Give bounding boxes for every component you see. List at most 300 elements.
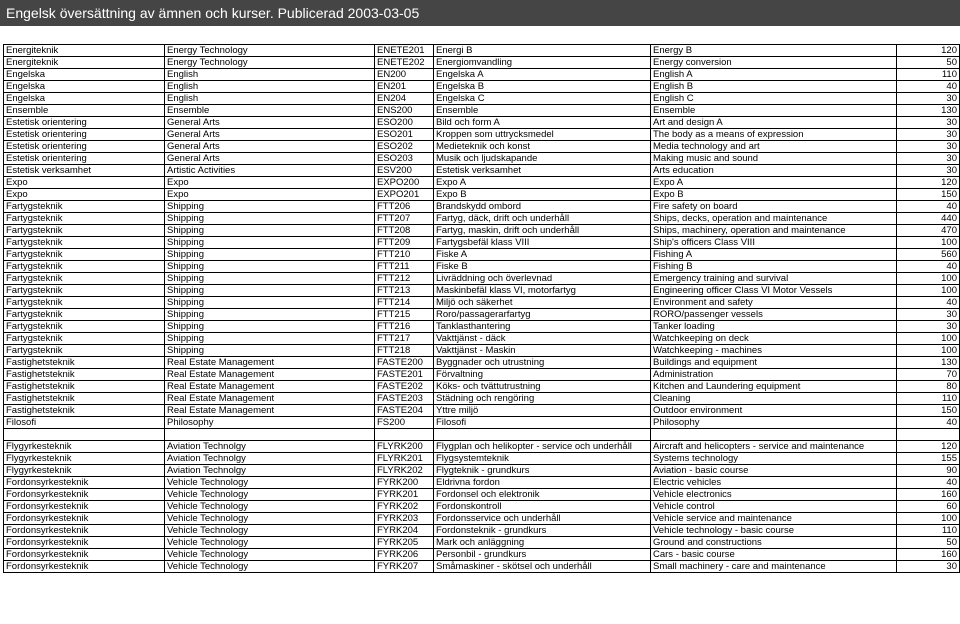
subject-en-cell: Vehicle Technology — [165, 525, 375, 537]
subject-en-cell: Expo — [165, 189, 375, 201]
course-sv-cell: Småmaskiner - skötsel och underhåll — [434, 561, 651, 573]
subject-sv-cell: Flygyrkesteknik — [4, 465, 165, 477]
course-en-cell: Environment and safety — [651, 297, 897, 309]
course-sv-cell: Engelska A — [434, 69, 651, 81]
points-cell: 30 — [897, 93, 960, 105]
subject-en-cell: Vehicle Technology — [165, 549, 375, 561]
subject-en-cell: Shipping — [165, 201, 375, 213]
course-code-cell: FYRK206 — [375, 549, 434, 561]
subject-en-cell: General Arts — [165, 117, 375, 129]
points-cell: 30 — [897, 153, 960, 165]
table-row — [4, 501, 960, 513]
subject-sv-cell: Estetisk verksamhet — [4, 165, 165, 177]
course-code-cell: EN200 — [375, 69, 434, 81]
course-en-cell: Media technology and art — [651, 141, 897, 153]
course-code-cell: FASTE204 — [375, 405, 434, 417]
table-row — [4, 225, 960, 237]
table-row — [4, 273, 960, 285]
subject-sv-cell: Flygyrkesteknik — [4, 453, 165, 465]
course-code-cell: EXPO201 — [375, 189, 434, 201]
table-row — [4, 69, 960, 81]
course-code-cell: FTT207 — [375, 213, 434, 225]
subject-sv-cell: Fordonsyrkesteknik — [4, 513, 165, 525]
table-row — [4, 81, 960, 93]
points-cell: 100 — [897, 333, 960, 345]
course-code-cell: FTT211 — [375, 261, 434, 273]
course-sv-cell: Förvaltning — [434, 369, 651, 381]
course-en-cell: Ensemble — [651, 105, 897, 117]
course-en-cell: Vehicle service and maintenance — [651, 513, 897, 525]
course-sv-cell: Städning och rengöring — [434, 393, 651, 405]
table-row — [4, 177, 960, 189]
subject-sv-cell: Fastighetsteknik — [4, 405, 165, 417]
subject-en-cell: Vehicle Technology — [165, 477, 375, 489]
course-sv-cell: Expo B — [434, 189, 651, 201]
subject-en-cell: Shipping — [165, 285, 375, 297]
points-cell: 100 — [897, 345, 960, 357]
course-sv-cell: Fordonsteknik - grundkurs — [434, 525, 651, 537]
course-sv-cell — [434, 429, 651, 441]
table-row — [4, 285, 960, 297]
table-row — [4, 537, 960, 549]
subject-en-cell: Shipping — [165, 345, 375, 357]
table-row — [4, 141, 960, 153]
course-sv-cell: Flygsystemteknik — [434, 453, 651, 465]
subject-en-cell: Vehicle Technology — [165, 513, 375, 525]
points-cell: 120 — [897, 45, 960, 57]
course-sv-cell: Expo A — [434, 177, 651, 189]
subject-sv-cell: Estetisk orientering — [4, 129, 165, 141]
course-code-cell: FASTE201 — [375, 369, 434, 381]
table-row — [4, 213, 960, 225]
subject-en-cell: General Arts — [165, 153, 375, 165]
course-en-cell: Vehicle control — [651, 501, 897, 513]
table-row — [4, 489, 960, 501]
points-cell: 120 — [897, 441, 960, 453]
points-cell: 110 — [897, 525, 960, 537]
subject-sv-cell: Ensemble — [4, 105, 165, 117]
course-en-cell: Art and design A — [651, 117, 897, 129]
course-en-cell: Ships, decks, operation and maintenance — [651, 213, 897, 225]
course-code-cell: FS200 — [375, 417, 434, 429]
course-en-cell: Outdoor environment — [651, 405, 897, 417]
table-row — [4, 393, 960, 405]
points-cell: 60 — [897, 501, 960, 513]
course-code-cell: FYRK205 — [375, 537, 434, 549]
points-cell: 30 — [897, 141, 960, 153]
subject-en-cell: Real Estate Management — [165, 369, 375, 381]
course-code-cell: FYRK202 — [375, 501, 434, 513]
subject-en-cell: Shipping — [165, 225, 375, 237]
subject-sv-cell: Fastighetsteknik — [4, 381, 165, 393]
subject-sv-cell: Fartygsteknik — [4, 309, 165, 321]
course-code-cell: FASTE203 — [375, 393, 434, 405]
subject-en-cell: Vehicle Technology — [165, 561, 375, 573]
subject-sv-cell: Fordonsyrkesteknik — [4, 489, 165, 501]
subject-en-cell: Shipping — [165, 297, 375, 309]
subject-en-cell: Shipping — [165, 321, 375, 333]
subject-sv-cell: Fartygsteknik — [4, 285, 165, 297]
course-code-cell: ESV200 — [375, 165, 434, 177]
course-en-cell — [651, 429, 897, 441]
subject-sv-cell: Fartygsteknik — [4, 213, 165, 225]
subject-sv-cell: Fartygsteknik — [4, 345, 165, 357]
subject-en-cell: Real Estate Management — [165, 405, 375, 417]
points-cell: 40 — [897, 477, 960, 489]
course-en-cell: Engineering officer Class VI Motor Vessels — [651, 285, 897, 297]
course-sv-cell: Fiske A — [434, 249, 651, 261]
table-row — [4, 297, 960, 309]
points-cell: 40 — [897, 81, 960, 93]
course-code-cell: FTT209 — [375, 237, 434, 249]
points-cell: 470 — [897, 225, 960, 237]
points-cell: 50 — [897, 537, 960, 549]
course-en-cell: Cleaning — [651, 393, 897, 405]
course-en-cell: Small machinery - care and maintenance — [651, 561, 897, 573]
table-row — [4, 381, 960, 393]
table-row — [4, 345, 960, 357]
subject-en-cell: English — [165, 93, 375, 105]
points-cell: 30 — [897, 129, 960, 141]
table-row — [4, 429, 960, 441]
course-code-cell: FYRK207 — [375, 561, 434, 573]
course-en-cell: Arts education — [651, 165, 897, 177]
course-sv-cell: Fartyg, maskin, drift och underhåll — [434, 225, 651, 237]
course-code-cell: FTT215 — [375, 309, 434, 321]
table-row — [4, 153, 960, 165]
subject-en-cell: General Arts — [165, 141, 375, 153]
course-code-cell: ESO200 — [375, 117, 434, 129]
subject-en-cell: Shipping — [165, 333, 375, 345]
course-code-cell: ESO201 — [375, 129, 434, 141]
course-code-cell: FTT217 — [375, 333, 434, 345]
subject-sv-cell: Estetisk orientering — [4, 141, 165, 153]
points-cell: 150 — [897, 189, 960, 201]
subject-en-cell: Vehicle Technology — [165, 501, 375, 513]
course-en-cell: Ship's officers Class VIII — [651, 237, 897, 249]
subject-en-cell: Shipping — [165, 261, 375, 273]
course-sv-cell: Musik och ljudskapande — [434, 153, 651, 165]
course-en-cell: Ships, machinery, operation and maintenance — [651, 225, 897, 237]
course-code-cell: EN204 — [375, 93, 434, 105]
subject-en-cell: Real Estate Management — [165, 393, 375, 405]
subject-sv-cell: Fordonsyrkesteknik — [4, 477, 165, 489]
subject-en-cell: Aviation Technolgy — [165, 465, 375, 477]
table-row — [4, 477, 960, 489]
course-sv-cell: Fartygsbefäl klass VIII — [434, 237, 651, 249]
points-cell: 100 — [897, 285, 960, 297]
points-cell — [897, 429, 960, 441]
course-en-cell: Vehicle electronics — [651, 489, 897, 501]
course-sv-cell: Kroppen som uttrycksmedel — [434, 129, 651, 141]
points-cell: 100 — [897, 237, 960, 249]
subject-sv-cell: Energiteknik — [4, 57, 165, 69]
subject-sv-cell: Expo — [4, 177, 165, 189]
course-code-cell: ENETE202 — [375, 57, 434, 69]
table-row — [4, 57, 960, 69]
subject-sv-cell: Filosofi — [4, 417, 165, 429]
subject-sv-cell: Fartygsteknik — [4, 249, 165, 261]
course-en-cell: Expo A — [651, 177, 897, 189]
course-code-cell: FTT208 — [375, 225, 434, 237]
subject-en-cell: Shipping — [165, 309, 375, 321]
table-row — [4, 525, 960, 537]
course-en-cell: Fishing A — [651, 249, 897, 261]
course-code-cell: FYRK203 — [375, 513, 434, 525]
course-code-cell: EXPO200 — [375, 177, 434, 189]
course-en-cell: Expo B — [651, 189, 897, 201]
subject-en-cell: Real Estate Management — [165, 381, 375, 393]
subject-en-cell: Expo — [165, 177, 375, 189]
course-sv-cell: Estetisk verksamhet — [434, 165, 651, 177]
subject-sv-cell: Estetisk orientering — [4, 153, 165, 165]
table-row — [4, 549, 960, 561]
points-cell: 560 — [897, 249, 960, 261]
course-en-cell: English C — [651, 93, 897, 105]
course-code-cell: FLYRK202 — [375, 465, 434, 477]
course-en-cell: Watchkeeping - machines — [651, 345, 897, 357]
subject-sv-cell: Fartygsteknik — [4, 333, 165, 345]
course-sv-cell: Mark och anläggning — [434, 537, 651, 549]
subject-sv-cell: Fordonsyrkesteknik — [4, 561, 165, 573]
subject-en-cell: English — [165, 69, 375, 81]
points-cell: 100 — [897, 513, 960, 525]
table-row — [4, 249, 960, 261]
table-row — [4, 561, 960, 573]
course-code-cell: ENETE201 — [375, 45, 434, 57]
table-row — [4, 321, 960, 333]
subject-en-cell: Energy Technology — [165, 57, 375, 69]
points-cell: 150 — [897, 405, 960, 417]
course-code-cell: FTT212 — [375, 273, 434, 285]
table-row — [4, 417, 960, 429]
subject-sv-cell: Fastighetsteknik — [4, 393, 165, 405]
points-cell: 130 — [897, 105, 960, 117]
subject-sv-cell: Fartygsteknik — [4, 321, 165, 333]
table-row — [4, 117, 960, 129]
table-row — [4, 237, 960, 249]
course-sv-cell: Fiske B — [434, 261, 651, 273]
subject-en-cell: General Arts — [165, 129, 375, 141]
course-en-cell: Aviation - basic course — [651, 465, 897, 477]
table-row — [4, 453, 960, 465]
course-sv-cell: Bild och form A — [434, 117, 651, 129]
table-row — [4, 45, 960, 57]
course-sv-cell: Fordonskontroll — [434, 501, 651, 513]
course-sv-cell: Flygteknik - grundkurs — [434, 465, 651, 477]
subject-en-cell: Aviation Technolgy — [165, 453, 375, 465]
subject-en-cell: Philosophy — [165, 417, 375, 429]
subject-sv-cell: Fastighetsteknik — [4, 369, 165, 381]
course-en-cell: Emergency training and survival — [651, 273, 897, 285]
course-code-cell: FYRK201 — [375, 489, 434, 501]
course-code-cell: FLYRK201 — [375, 453, 434, 465]
course-code-cell: FTT216 — [375, 321, 434, 333]
points-cell: 160 — [897, 489, 960, 501]
subject-sv-cell: Fordonsyrkesteknik — [4, 549, 165, 561]
points-cell: 440 — [897, 213, 960, 225]
points-cell: 130 — [897, 357, 960, 369]
course-sv-cell: Roro/passagerarfartyg — [434, 309, 651, 321]
subject-sv-cell: Fartygsteknik — [4, 273, 165, 285]
course-code-cell: ESO203 — [375, 153, 434, 165]
subject-sv-cell: Flygyrkesteknik — [4, 441, 165, 453]
subject-en-cell: Artistic Activities — [165, 165, 375, 177]
course-en-cell: Systems technology — [651, 453, 897, 465]
subject-en-cell: Ensemble — [165, 105, 375, 117]
course-sv-cell: Vakttjänst - Maskin — [434, 345, 651, 357]
course-en-cell: Making music and sound — [651, 153, 897, 165]
course-sv-cell: Brandskydd ombord — [434, 201, 651, 213]
subject-sv-cell: Fordonsyrkesteknik — [4, 525, 165, 537]
course-sv-cell: Byggnader och utrustning — [434, 357, 651, 369]
course-en-cell: Kitchen and Laundering equipment — [651, 381, 897, 393]
course-code-cell — [375, 429, 434, 441]
subject-sv-cell: Fartygsteknik — [4, 225, 165, 237]
subject-en-cell: Aviation Technolgy — [165, 441, 375, 453]
subject-en-cell: Shipping — [165, 237, 375, 249]
course-sv-cell: Tanklasthantering — [434, 321, 651, 333]
subject-en-cell: Shipping — [165, 213, 375, 225]
course-en-cell: Cars - basic course — [651, 549, 897, 561]
course-en-cell: Fire safety on board — [651, 201, 897, 213]
table-row — [4, 369, 960, 381]
points-cell: 40 — [897, 297, 960, 309]
subject-sv-cell: Fartygsteknik — [4, 237, 165, 249]
course-code-cell: ESO202 — [375, 141, 434, 153]
course-code-cell: FTT213 — [375, 285, 434, 297]
course-sv-cell: Fordonsel och elektronik — [434, 489, 651, 501]
course-sv-cell: Ensemble — [434, 105, 651, 117]
points-cell: 40 — [897, 417, 960, 429]
subject-sv-cell: Engelska — [4, 69, 165, 81]
course-en-cell: RORO/passenger vessels — [651, 309, 897, 321]
course-en-cell: The body as a means of expression — [651, 129, 897, 141]
course-code-cell: FTT210 — [375, 249, 434, 261]
course-en-cell: Philosophy — [651, 417, 897, 429]
points-cell: 160 — [897, 549, 960, 561]
points-cell: 155 — [897, 453, 960, 465]
course-en-cell: Administration — [651, 369, 897, 381]
course-sv-cell: Yttre miljö — [434, 405, 651, 417]
subject-en-cell: Vehicle Technology — [165, 537, 375, 549]
course-code-cell: FASTE202 — [375, 381, 434, 393]
points-cell: 110 — [897, 393, 960, 405]
points-cell: 90 — [897, 465, 960, 477]
points-cell: 50 — [897, 57, 960, 69]
subject-sv-cell: Fordonsyrkesteknik — [4, 501, 165, 513]
course-en-cell: Energy conversion — [651, 57, 897, 69]
course-en-cell: Aircraft and helicopters - service and maintenance — [651, 441, 897, 453]
course-code-cell: EN201 — [375, 81, 434, 93]
course-sv-cell: Miljö och säkerhet — [434, 297, 651, 309]
course-sv-cell: Personbil - grundkurs — [434, 549, 651, 561]
course-sv-cell: Energi B — [434, 45, 651, 57]
course-sv-cell: Flygplan och helikopter - service och underhåll — [434, 441, 651, 453]
points-cell: 40 — [897, 261, 960, 273]
points-cell: 30 — [897, 309, 960, 321]
course-sv-cell: Energiomvandling — [434, 57, 651, 69]
subject-en-cell — [165, 429, 375, 441]
table-row — [4, 405, 960, 417]
page-title: Engelsk översättning av ämnen och kurser. Publicerad 2003-03-05 — [6, 5, 420, 21]
course-code-cell: FYRK200 — [375, 477, 434, 489]
table-row — [4, 165, 960, 177]
course-code-cell: FASTE200 — [375, 357, 434, 369]
course-en-cell: Energy B — [651, 45, 897, 57]
course-sv-cell: Eldrivna fordon — [434, 477, 651, 489]
table-row — [4, 309, 960, 321]
points-cell: 100 — [897, 273, 960, 285]
table-row — [4, 441, 960, 453]
subject-en-cell: Energy Technology — [165, 45, 375, 57]
course-en-cell: English B — [651, 81, 897, 93]
subject-en-cell: Shipping — [165, 249, 375, 261]
table-row — [4, 357, 960, 369]
subject-sv-cell: Fordonsyrkesteknik — [4, 537, 165, 549]
points-cell: 30 — [897, 321, 960, 333]
subject-sv-cell — [4, 429, 165, 441]
course-sv-cell: Köks- och tvättutrustning — [434, 381, 651, 393]
subject-sv-cell: Energiteknik — [4, 45, 165, 57]
course-en-cell: Tanker loading — [651, 321, 897, 333]
course-code-cell: FYRK204 — [375, 525, 434, 537]
table-row — [4, 201, 960, 213]
course-sv-cell: Engelska C — [434, 93, 651, 105]
course-sv-cell: Filosofi — [434, 417, 651, 429]
table-row — [4, 513, 960, 525]
subject-sv-cell: Engelska — [4, 81, 165, 93]
points-cell: 70 — [897, 369, 960, 381]
points-cell: 30 — [897, 117, 960, 129]
course-en-cell: Ground and constructions — [651, 537, 897, 549]
points-cell: 120 — [897, 177, 960, 189]
points-cell: 30 — [897, 561, 960, 573]
course-sv-cell: Livräddning och överlevnad — [434, 273, 651, 285]
points-cell: 40 — [897, 201, 960, 213]
course-sv-cell: Medieteknik och konst — [434, 141, 651, 153]
course-en-cell: Electric vehicles — [651, 477, 897, 489]
table-row — [4, 93, 960, 105]
subject-sv-cell: Expo — [4, 189, 165, 201]
course-code-cell: FLYRK200 — [375, 441, 434, 453]
subject-sv-cell: Fartygsteknik — [4, 261, 165, 273]
course-code-cell: FTT214 — [375, 297, 434, 309]
table-row — [4, 189, 960, 201]
course-en-cell: English A — [651, 69, 897, 81]
course-en-cell: Buildings and equipment — [651, 357, 897, 369]
table-row — [4, 261, 960, 273]
points-cell: 110 — [897, 69, 960, 81]
course-code-cell: FTT218 — [375, 345, 434, 357]
page-header — [0, 0, 960, 26]
course-sv-cell: Engelska B — [434, 81, 651, 93]
subject-sv-cell: Fastighetsteknik — [4, 357, 165, 369]
course-code-cell: ENS200 — [375, 105, 434, 117]
table-row — [4, 465, 960, 477]
course-sv-cell: Fartyg, däck, drift och underhåll — [434, 213, 651, 225]
course-sv-cell: Maskinbefäl klass VI, motorfartyg — [434, 285, 651, 297]
course-en-cell: Watchkeeping on deck — [651, 333, 897, 345]
subject-en-cell: Shipping — [165, 273, 375, 285]
table-row — [4, 333, 960, 345]
points-cell: 80 — [897, 381, 960, 393]
subject-en-cell: English — [165, 81, 375, 93]
course-en-cell: Vehicle technology - basic course — [651, 525, 897, 537]
subject-en-cell: Vehicle Technology — [165, 489, 375, 501]
subject-en-cell: Real Estate Management — [165, 357, 375, 369]
table-row — [4, 129, 960, 141]
